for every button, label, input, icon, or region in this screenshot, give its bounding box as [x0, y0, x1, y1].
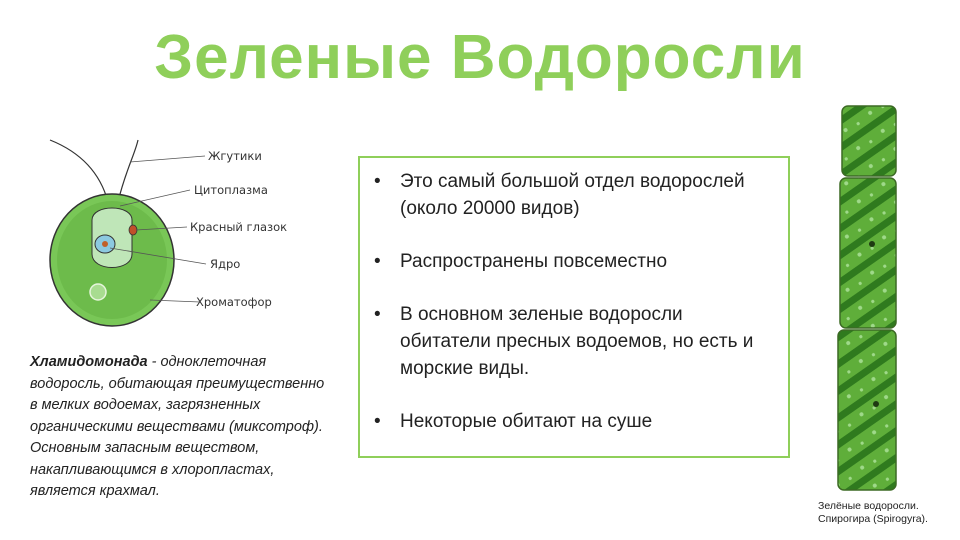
- chlamydomonas-description: [30, 352, 330, 503]
- caption-line-1: Зелёные водоросли.: [818, 500, 919, 512]
- slide-title: Зеленые Водоросли: [154, 23, 806, 92]
- caption-line-2: Спирогира (Spirogyra).: [818, 513, 928, 525]
- label-red-eye: Красный глазок: [190, 220, 288, 234]
- photo-caption: [818, 500, 928, 526]
- label-cytoplasm: Цитоплазма: [194, 183, 268, 197]
- chlamydomonas-diagram: [20, 132, 320, 337]
- label-flagella: Жгутики: [208, 149, 262, 163]
- organism-name: Хламидомонада: [30, 354, 148, 370]
- spirogyra-photo: [820, 104, 920, 494]
- filament-segment: [840, 178, 896, 328]
- label-chromatophore: Хроматофор: [196, 295, 272, 309]
- fact-item: • Это самый большой отдел водорослей (около 20000 видов): [372, 168, 776, 222]
- label-nucleus: Ядро: [210, 257, 241, 271]
- filament-segment: [838, 330, 896, 490]
- flagellum-left: [50, 140, 108, 202]
- organism-description: - одноклеточная водоросль, обитающая преимущественно в мелких водоемах, загрязненных органическими веществами (миксотроф). Основным запасным веществом, накапливающимся в хлоропластах, является крахмал.: [30, 354, 325, 499]
- pyrenoid: [90, 284, 106, 300]
- filament-segment: [842, 106, 896, 176]
- fact-item: • В основном зеленые водоросли обитатели пресных водоемов, но есть и морские виды.: [372, 301, 776, 382]
- fact-item: • Некоторые обитают на суше: [372, 408, 776, 435]
- fact-item: • Распространены повсеместно: [372, 248, 776, 275]
- facts-list: [372, 168, 776, 435]
- red-eyespot: [129, 225, 137, 235]
- facts-box: [358, 156, 790, 458]
- flagellum-right: [118, 140, 138, 202]
